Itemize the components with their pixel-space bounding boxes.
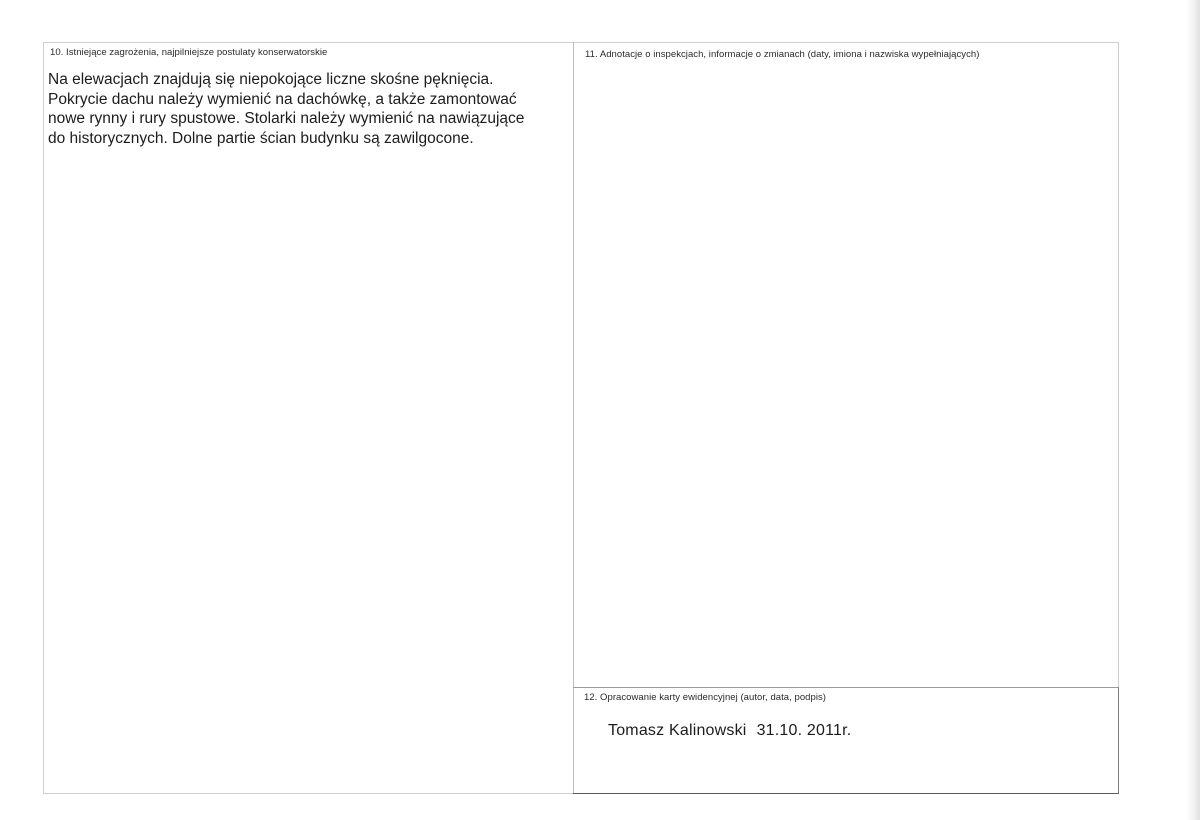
column-divider (573, 42, 574, 794)
section-11-label: 11. Adnotacje o inspekcjach, informacje o zmianach (daty, imiona i nazwiska wypełniających) (585, 49, 980, 60)
section-10-line: Pokrycie dachu należy wymienić na dachówkę, a także zamontować (48, 90, 517, 108)
section-10-line: nowe rynny i rury spustowe. Stolarki należy wymienić na nawiązujące (48, 110, 525, 127)
section-10-content (48, 70, 568, 148)
section-10-line: Na elewacjach znajdują się niepokojące liczne skośne pęknięcia. (48, 71, 494, 88)
section-12-content (608, 722, 851, 740)
scan-edge-shadow (1186, 0, 1200, 820)
section-10-line: do historycznych. Dolne partie ścian budynku są zawilgocone. (48, 129, 474, 147)
author-date: 31.10. 2011r. (756, 722, 852, 739)
section-12-box (573, 687, 1119, 794)
section-10-label: 10. Istniejące zagrożenia, najpilniejsze postulaty konserwatorskie (50, 47, 328, 58)
author-name: Tomasz Kalinowski (608, 722, 747, 739)
section-12-label: 12. Opracowanie karty ewidencyjnej (autor, data, podpis) (584, 692, 827, 703)
form-frame (43, 42, 1119, 794)
